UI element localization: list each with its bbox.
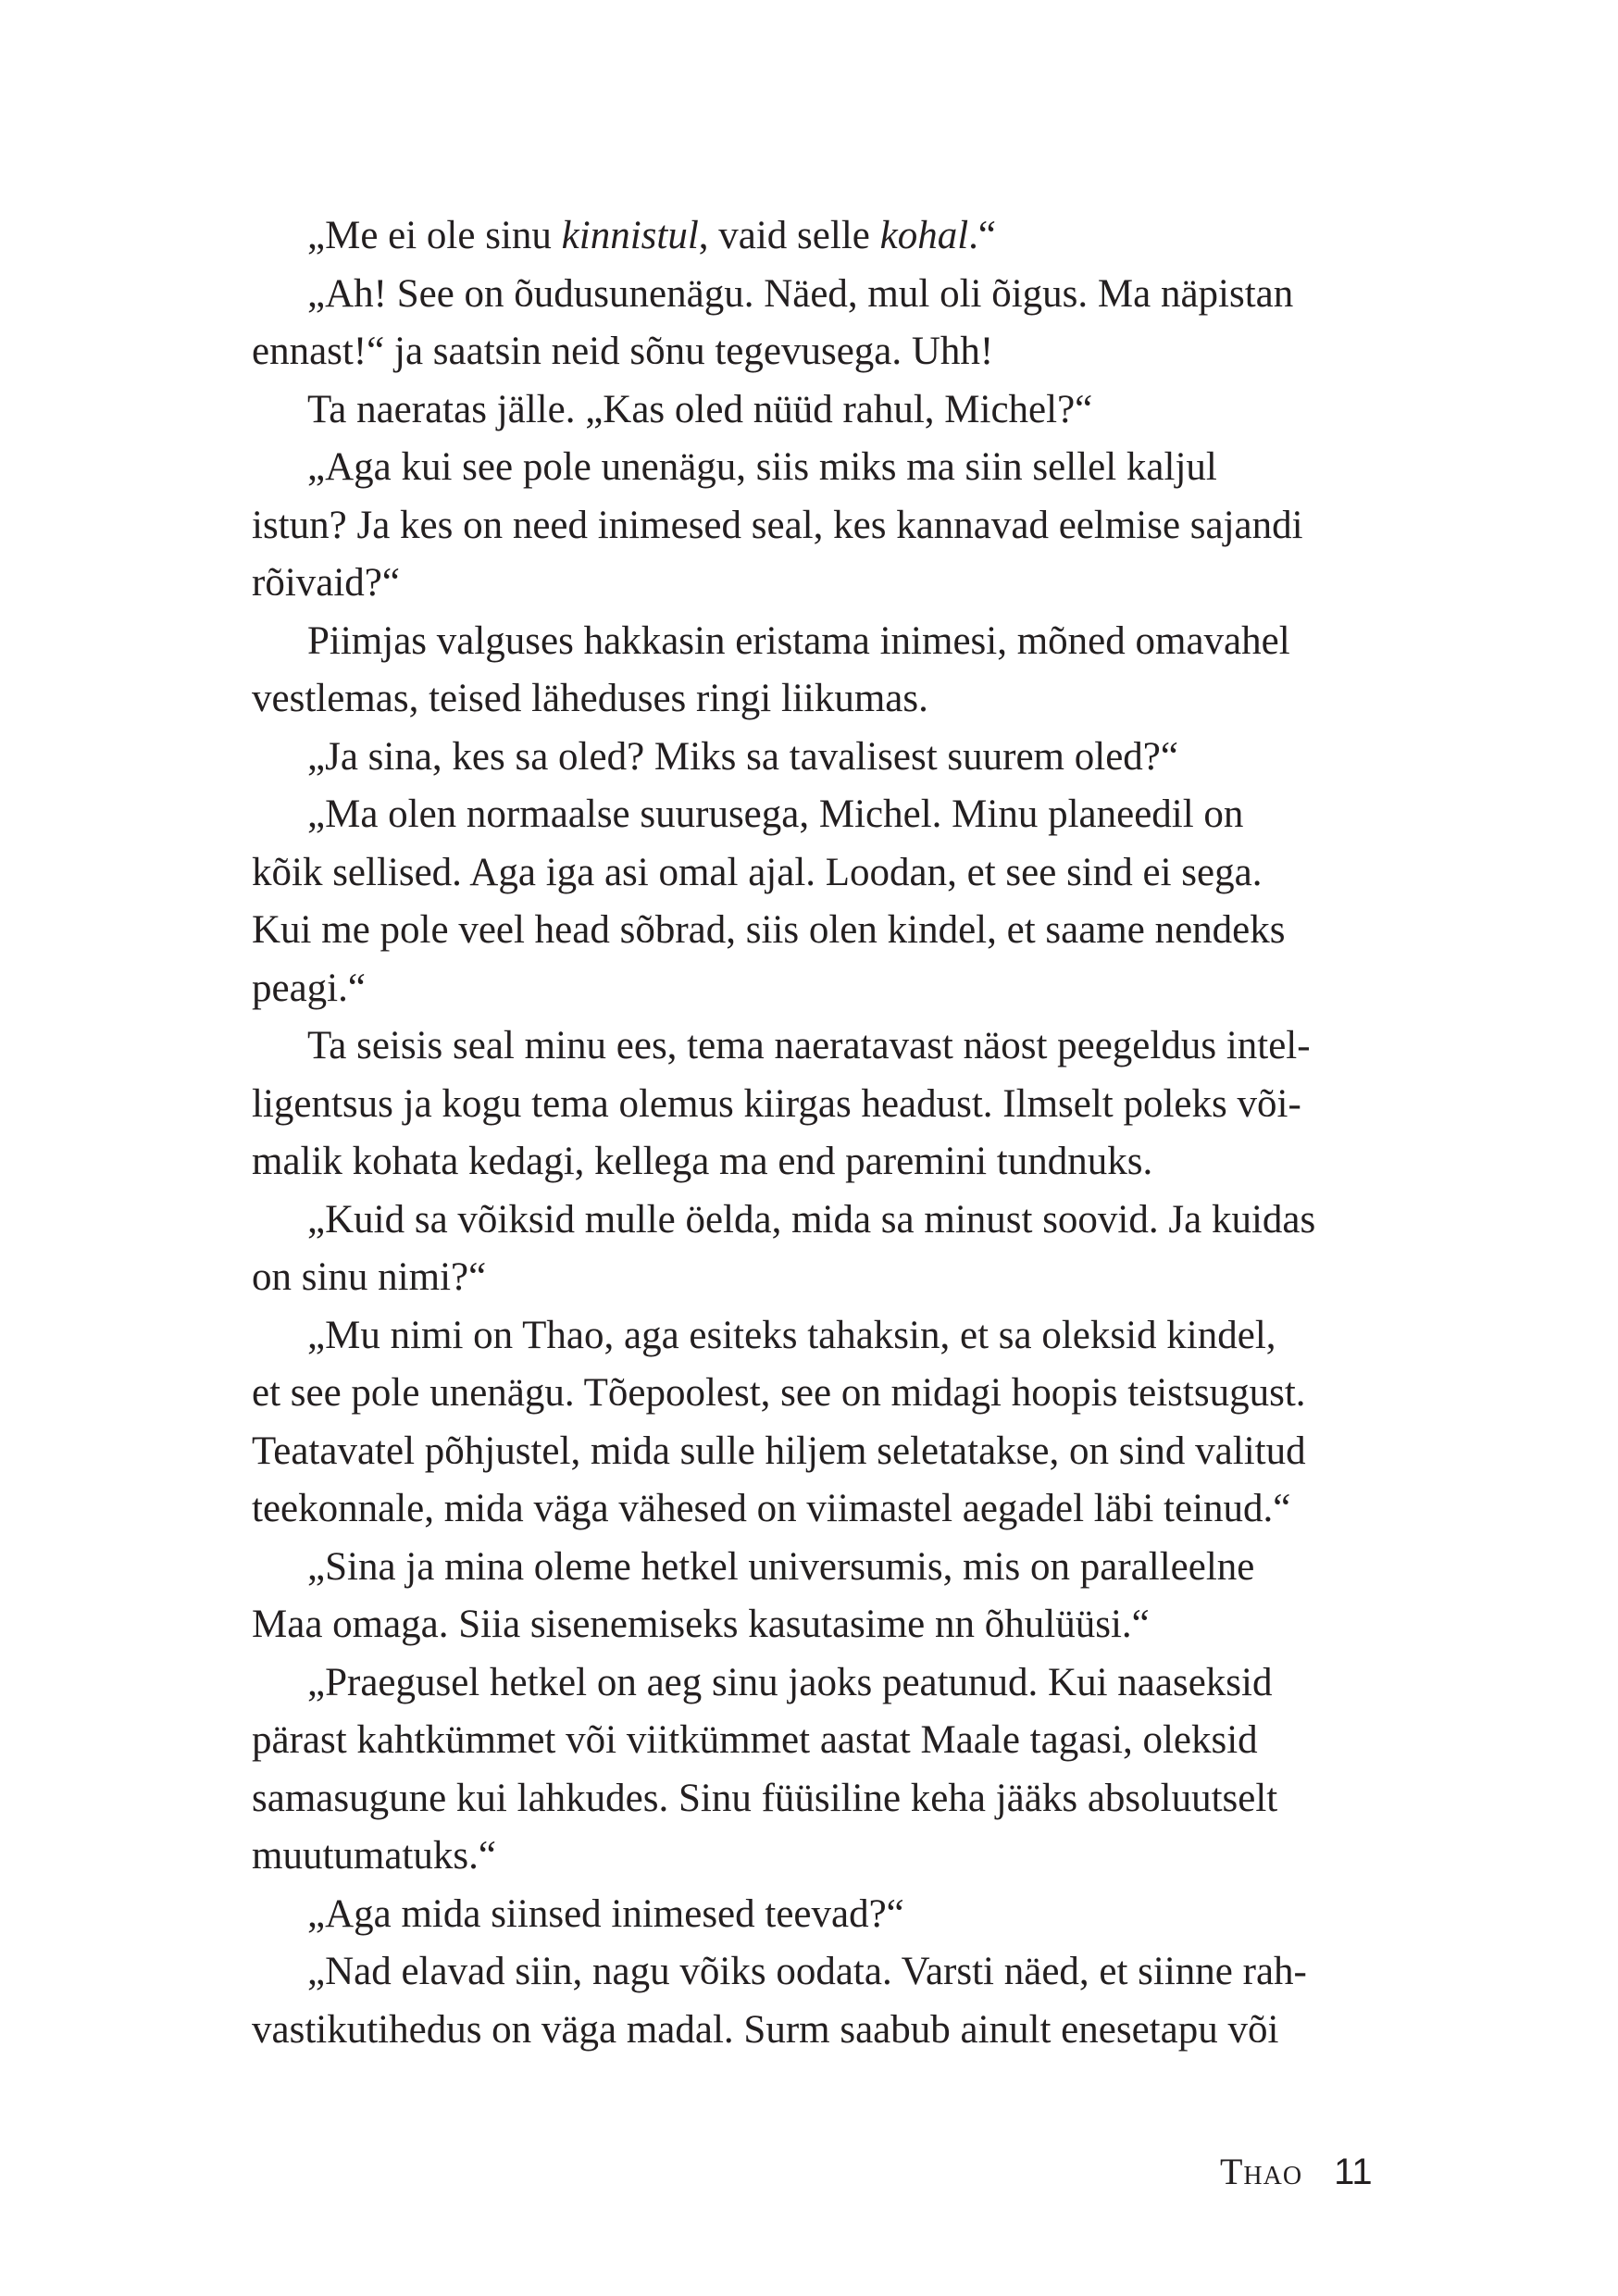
text-line: „Aga mida siinsed inimesed teevad?“ [307, 1891, 904, 1936]
text-line: vastikutihedus on väga madal. Surm saabub ainult enesetapu või [252, 2007, 1279, 2052]
text-line: Ta seisis seal minu ees, tema naeratavast näost peegeldus intel- [307, 1024, 1311, 1067]
text-line [252, 207, 1397, 266]
page-number: 11 [1334, 2152, 1373, 2192]
text-line: vestlemas, teised läheduses ringi liikumas. [252, 677, 928, 720]
italic-word: kohal [879, 214, 969, 257]
text-line: Teatavatel põhjustel, mida sulle hiljem seletatakse, on sind valitud [252, 1429, 1306, 1473]
text-segment: „Me ei ole sinu [307, 214, 562, 257]
text-line: „Sina ja mina oleme hetkel universumis, mis on paralleelne [307, 1544, 1255, 1589]
text-line: samasugune kui lahkudes. Sinu füüsiline keha jääks absoluutselt [252, 1776, 1278, 1820]
text-line: istun? Ja kes on need inimesed seal, kes kannavad eelmise sajandi [252, 503, 1303, 547]
text-line: „Aga kui see pole unenägu, siis miks ma siin sellel kaljul [307, 445, 1217, 489]
text-line: teekonnale, mida väga vähesed on viimastel aegadel läbi teinud.“ [252, 1487, 1291, 1530]
text-line: pärast kahtkümmet või viitkümmet aastat Maale tagasi, oleksid [252, 1718, 1258, 1762]
text-line: rõivaid?“ [252, 561, 400, 605]
text-line: muutumatuks.“ [252, 1834, 496, 1878]
text-line: Kui me pole veel head sõbrad, siis olen kindel, et saame nendeks [252, 908, 1286, 952]
body-text [252, 207, 1397, 2059]
text-line: kõik sellised. Aga iga asi omal ajal. Loodan, et see sind ei sega. [252, 850, 1263, 894]
text-line: „Mu nimi on Thao, aga esiteks tahaksin, et sa oleksid kindel, [307, 1313, 1276, 1357]
text-line: „Praegusel hetkel on aeg sinu jaoks peatunud. Kui naaseksid [307, 1660, 1273, 1704]
text-line: „Ma olen normaalse suurusega, Michel. Minu planeedil on [307, 792, 1244, 836]
text-segment: .“ [968, 214, 996, 257]
text-line: malik kohata kedagi, kellega ma end paremini tundnuks. [252, 1140, 1153, 1183]
text-line: Ta naeratas jälle. „Kas oled nüüd rahul, Michel?“ [307, 387, 1093, 431]
text-line: „Nad elavad siin, nagu võiks oodata. Varsti näed, et siinne rah- [307, 1950, 1307, 1993]
text-line: „Ah! See on õudusunenägu. Näed, mul oli õigus. Ma näpistan [307, 271, 1294, 316]
text-line: „Kuid sa võiksid mulle öelda, mida sa minust soovid. Ja kuidas [307, 1197, 1316, 1242]
running-footer [1220, 2150, 1373, 2194]
text-line: on sinu nimi?“ [252, 1255, 487, 1299]
running-title: Thao [1220, 2151, 1303, 2192]
text-line: et see pole unenägu. Tõepoolest, see on midagi hoopis teistsugust. [252, 1371, 1306, 1415]
italic-word: kinnistul [561, 214, 699, 257]
text-line: peagi.“ [252, 966, 366, 1010]
text-line: „Ja sina, kes sa oled? Miks sa tavalisest suurem oled?“ [307, 734, 1178, 779]
text-line: ligentsus ja kogu tema olemus kiirgas headust. Ilmselt poleks või- [252, 1081, 1301, 1126]
text-line: Maa omaga. Siia sisenemiseks kasutasime nn õhulüüsi.“ [252, 1603, 1150, 1646]
text-segment: , vaid selle [698, 214, 880, 257]
text-line: Piimjas valguses hakkasin eristama inimesi, mõned omavahel [307, 618, 1290, 663]
text-line: ennast!“ ja saatsin neid sõnu tegevusega. Uhh! [252, 330, 994, 373]
